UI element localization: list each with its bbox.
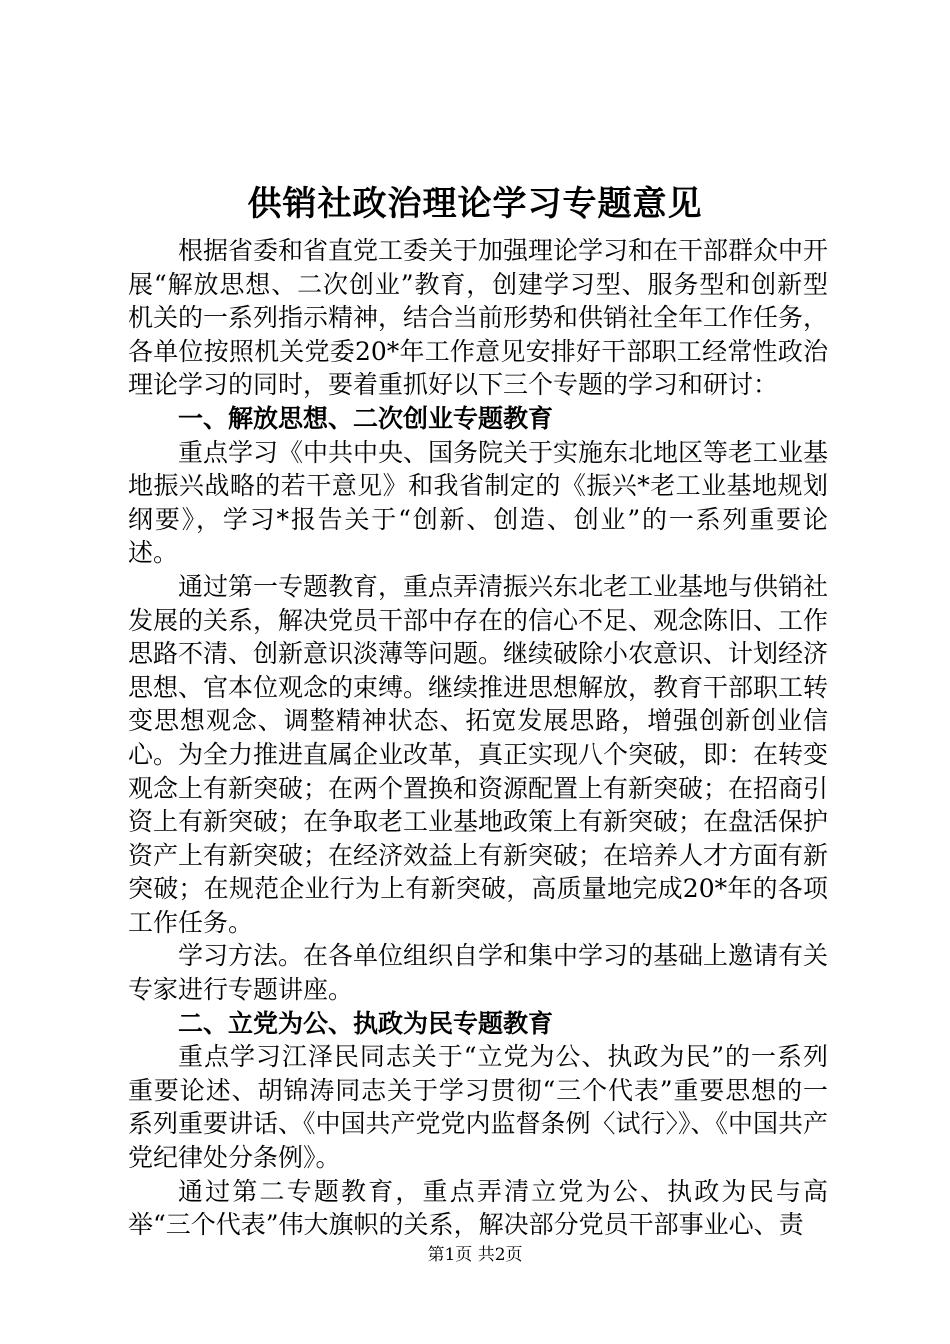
document-title: 供销社政治理论学习专题意见 (247, 184, 703, 224)
document-body (128, 234, 828, 1242)
section-heading-1: 一、解放思想、二次创业专题教育 (178, 403, 554, 433)
body-paragraph: 学习方法。在各单位组织自学和集中学习的基础上邀请有关专家进行专题讲座。 (128, 941, 829, 1005)
intro-paragraph: 根据省委和省直党工委关于加强理论学习和在干部群众中开展“解放思想、二次创业”教育，创建学习型、服务型和创新型机关的一系列指示精神，结合当前形势和供销社全年工作任务，各单位按照机关党委20*年工作意见安排好干部职工经常性政治理论学习的同时，要着重抓好以下三个专题的学习和研讨： (128, 236, 829, 400)
body-paragraph: 重点学习江泽民同志关于“立党为公、执政为民”的一系列重要论述、胡锦涛同志关于学习贯彻“三个代表”重要思想的一系列重要讲话、《中国共产党党内监督条例〈试行〉》、《中国共产党纪律处分条例》。 (128, 1042, 829, 1173)
body-paragraph: 重点学习《中共中央、国务院关于实施东北地区等老工业基地振兴战略的若干意见》和我省制定的《振兴*老工业基地规划纲要》，学习*报告关于“创新、创造、创业”的一系列重要论述。 (128, 437, 829, 568)
page-number-footer: 第1页 共2页 (427, 1245, 523, 1265)
body-paragraph: 通过第一专题教育，重点弄清振兴东北老工业基地与供销社发展的关系，解决党员干部中存在的信心不足、观念陈旧、工作思路不清、创新意识淡薄等问题。继续破除小农意识、计划经济思想、官本位观念的束缚。继续推进思想解放，教育干部职工转变思想观念、调整精神状态、拓宽发展思路，增强创新创业信心。为全力推进直属企业改革，真正实现八个突破，即：在转变观念上有新突破；在两个置换和资源配置上有新突破；在招商引资上有新突破；在争取老工业基地政策上有新突破；在盘活保护资产上有新突破；在经济效益上有新突破；在培养人才方面有新突破；在规范企业行为上有新突破，高质量地完成20*年的各项工作任务。 (128, 571, 829, 937)
section-heading-2: 二、立党为公、执政为民专题教育 (178, 1008, 554, 1038)
body-paragraph: 通过第二专题教育，重点弄清立党为公、执政为民与高举“三个代表”伟大旗帜的关系，解决部分党员干部事业心、责 (128, 1176, 828, 1240)
